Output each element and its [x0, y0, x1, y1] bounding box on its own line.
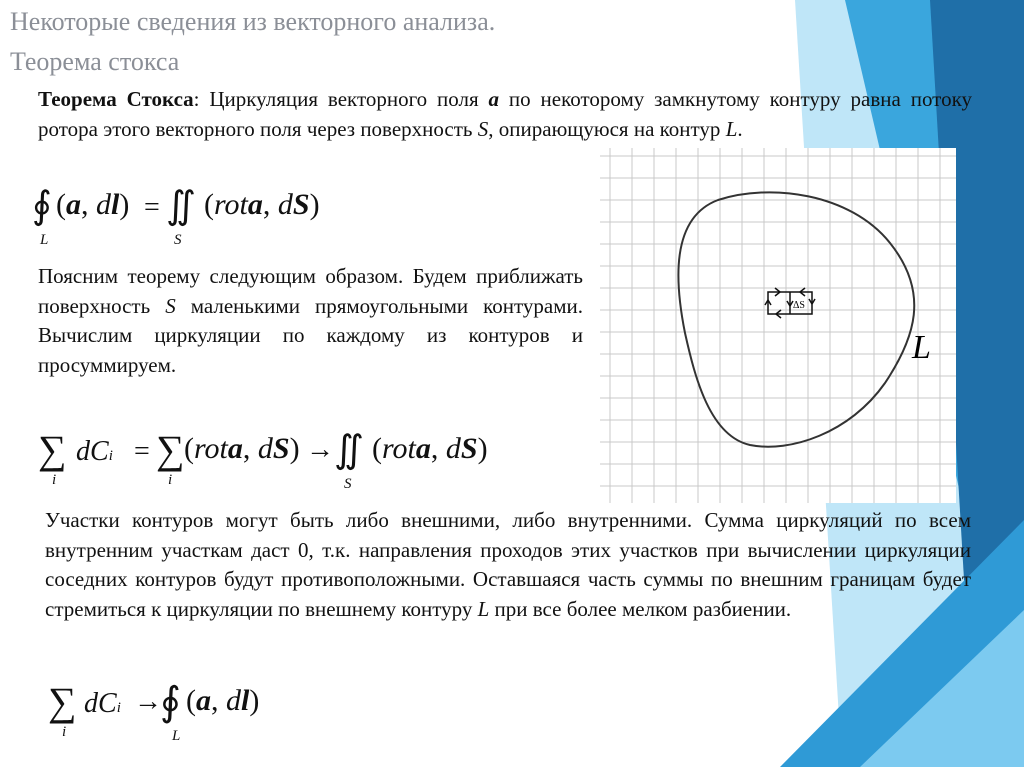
contour-label: L — [912, 329, 931, 366]
formula3-arrow: → — [134, 686, 162, 717]
formula2-rhs1: (rota, dS) — [184, 432, 300, 465]
theorem-text-b: по некоторому замкнутому контуру равна потоку ротора этого векторного поля через поверхность — [38, 87, 972, 141]
slide-title-line2: Теорема стокса — [10, 47, 180, 76]
cell-label: ΔS — [793, 300, 805, 311]
var-a: a — [488, 87, 500, 111]
surface-integral-sign-2: ∬ — [334, 429, 364, 471]
grid-lines — [600, 148, 956, 503]
sum-sign-3: ∑ — [48, 679, 77, 724]
formula3-lower-L: L — [172, 728, 181, 744]
slide-title — [10, 2, 495, 82]
sum3-index: i — [62, 724, 67, 740]
grid-figure — [600, 148, 956, 503]
explanation-text-a: Поясним теорему следующим образом. Будем приближать поверхность — [38, 264, 583, 318]
theorem-text-c: , опирающуюся на контур — [488, 116, 726, 141]
conclusion-text-b: при все более мелком разбиении. — [489, 596, 792, 621]
formula2-rhs2: (rota, dS) — [372, 432, 488, 465]
formula2-arrow: → — [306, 434, 334, 465]
sum1-index: i — [52, 472, 57, 488]
formula1-lower-L: L — [40, 232, 49, 248]
formula2-lower-S: S — [344, 476, 352, 492]
var-S-2: S — [165, 293, 176, 318]
formula2-dC: dCi — [76, 436, 113, 467]
surface-integral-sign: ∬ — [166, 185, 196, 227]
sum-sign-1: ∑ — [38, 427, 67, 472]
var-L-2: L — [477, 596, 490, 621]
formula2-eq: = — [134, 436, 150, 467]
var-S: S — [477, 116, 489, 141]
conclusion-text-a: Участки контуров могут быть либо внешними, либо внутренними. Сумма циркуляций по всем внутренним участкам даст 0, т.к. направления проходов этих участков при вычислении циркуляции соседних контуров будут противоположными. Оставшаяся часть суммы по внешним границам будет стремиться к циркуляции по внешнему контуру — [45, 508, 971, 621]
theorem-text-a: : Циркуляция векторного поля — [193, 87, 489, 111]
formula3-rhs: (a, dl) — [186, 684, 260, 717]
slide-title-line1: Некоторые сведения из векторного анализа. — [10, 7, 496, 36]
var-L: L — [725, 116, 738, 141]
contour-integral-sign: ∮ — [32, 185, 52, 227]
contour-L — [678, 192, 914, 446]
theorem-statement — [38, 85, 972, 144]
sum2-index: i — [168, 472, 173, 488]
theorem-name: Теорема Стокса — [38, 87, 194, 111]
conclusion-paragraph — [45, 506, 971, 624]
formula3-dC: dCi — [84, 688, 121, 719]
sum-sign-2: ∑ — [156, 427, 185, 472]
contour-integral-sign-3: ∮ — [160, 679, 181, 724]
formula1-lhs: (a, dl) — [56, 188, 130, 221]
explanation-text-b: маленькими прямоугольными контурами. Вычислим циркуляции по каждому из контуров и просуммируем. — [38, 293, 583, 377]
explanation-paragraph — [38, 262, 583, 380]
stokes-figure — [600, 148, 956, 503]
formula1-eq: = — [144, 192, 160, 223]
formula1-lower-S: S — [174, 232, 182, 248]
formula1-rhs: (rota, dS) — [204, 188, 320, 221]
theorem-text-d: . — [737, 116, 743, 141]
